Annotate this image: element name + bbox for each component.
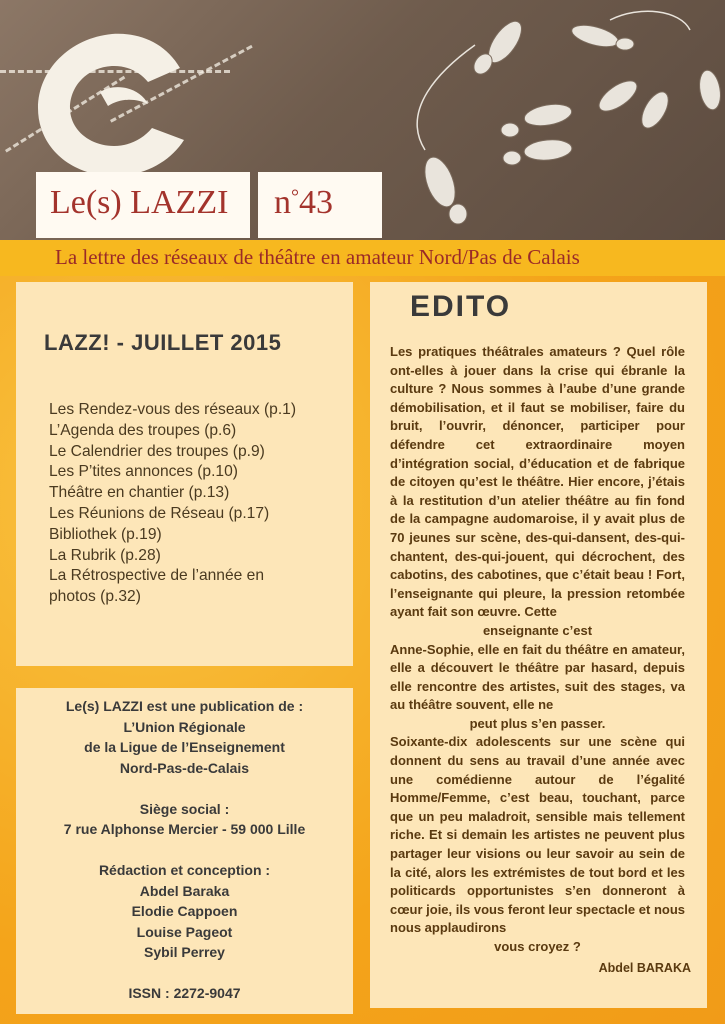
siege-label: Siège social : [139,800,230,817]
newsletter-title: Le(s) LAZZI [50,184,229,221]
publisher-line: Nord-Pas-de-Calais [119,759,250,776]
author-name: Sybil Perrey [144,944,225,960]
publisher-line: de la Ligue de l’Enseignement [84,739,285,755]
publication-info-panel [16,688,353,1014]
author-name: Elodie Cappoen [131,903,238,919]
siege-address: 7 rue Alphonse Mercier - 59 000 Lille [63,821,306,837]
edito-paragraph-end: enseignante c’est [482,622,593,638]
edito-paragraph: Les pratiques théâtrales amateurs ? Quel rôle ont-elles à jouer dans la crise qui ébranle la culture ? Nous sommes à l’aube d’une grande démobilisation, et il faut se mobiliser, faire du bruit, l’ouvrir, dénoncer, participer pour défendre cet extraordinaire moyen d’intégration social, d’éducation et de fabrique de citoyen qu’est le théâtre. Hier encore, j’étais à la restitution d’un atelier théâtre au fin fond de la campagne audomaroise, il y avait plus de 70 jeunes sur scène, des-qui-dansent, des-qui-chantent, des-qui-jouent, qui décrochent, des cabotins, des cabotines, que c’était beau ! Fort, l’enseignante qui pleure, la pression retombée ayant fait son œuvre. Cette [390,344,685,620]
edito-signature: Abdel BARAKA [598,961,691,975]
edito-title: EDITO [410,290,512,323]
author-name: Louise Pageot [136,923,233,940]
subtitle-band [0,240,725,276]
publisher-line: L’Union Régionale [123,718,246,735]
publication-info [16,696,353,1004]
dance-steps-icon [380,0,725,240]
toc-item: Théâtre en chantier (p.13) [49,484,230,502]
toc-item: photos (p.32) [49,588,141,606]
issn: ISSN : 2272-9047 [128,985,241,1001]
toc-item: La Rétrospective de l’année en [49,567,264,585]
toc-item: Les Rendez-vous des réseaux (p.1) [49,401,297,418]
edito-panel [370,282,707,1008]
edito-paragraph-end: vous croyez ? [494,939,581,954]
toc-list [49,400,296,608]
edito-paragraph: Soixante-dix adolescents sur une scène qui donnent du sens au travail d’une année avec une comédienne autour de l’égalité Homme/Femme, c’est beau, touchant, parce que un peu maladroit, sensible mais tellement riche. Et si demain les artistes ne peuvent plus partager leur visions ou leur savoir au sein de la cité, alors les extrémistes de tout bord et les politicards opportunistes s’en donneront à cœur joie, ils vous feront leur spectacle et nous nous applaudirons [390,734,685,936]
toc-item: Les Réunions de Réseau (p.17) [49,504,270,522]
newsletter-title-box [36,172,250,238]
toc-item: Bibliothek (p.19) [49,525,162,543]
toc-title: LAZZ! - JUILLET 2015 [44,330,282,355]
toc-item: Les P’tites annonces (p.10) [49,463,238,481]
publisher-line: Le(s) LAZZI est une publication de : [65,698,304,714]
edito-body [390,343,685,957]
edito-paragraph: Anne-Sophie, elle en fait du théâtre en amateur, elle a découvert le théâtre par hasard, depuis elle rencontre des artistes, suit des stages, va au théâtre souvent, elle ne [390,641,685,713]
author-name: Abdel Baraka [139,882,230,899]
lazzi-logo-icon [30,30,200,180]
issue-number: n°43 [274,184,333,221]
table-of-contents-panel [16,282,353,666]
toc-item: L’Agenda des troupes (p.6) [49,421,237,439]
edito-paragraph-end: peut plus s’en passer. [469,715,606,731]
toc-item: La Rubrik (p.28) [49,546,161,564]
issue-number-box [258,172,382,238]
toc-item: Le Calendrier des troupes (p.9) [49,442,265,460]
redaction-label: Rédaction et conception : [98,862,271,878]
subtitle-text: La lettre des réseaux de théâtre en amateur Nord/Pas de Calais [55,245,580,269]
